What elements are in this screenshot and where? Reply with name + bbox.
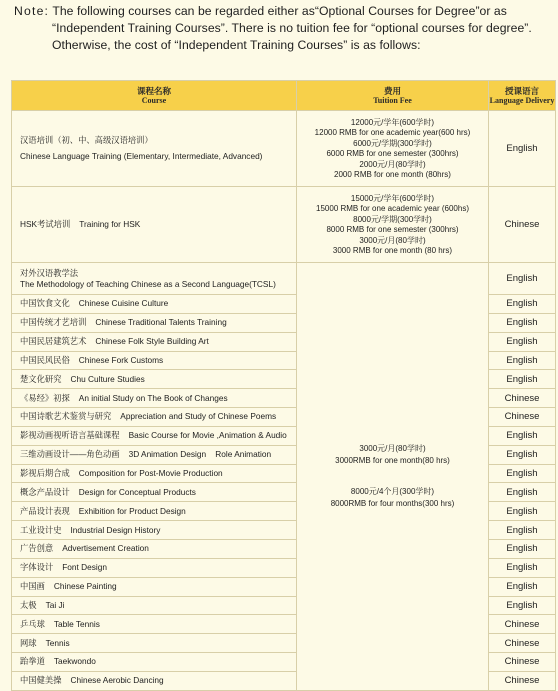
course-chinese-training (12, 111, 297, 187)
language-cell: English (489, 577, 556, 596)
course-en: Table Tennis (53, 618, 100, 629)
fee-hsk (297, 187, 489, 263)
course-en: Industrial Design History (70, 524, 161, 535)
course-en: Taekwondo (53, 656, 96, 667)
language-cell: English (489, 111, 556, 187)
language-cell: English (489, 351, 556, 370)
note-line-2: “Independent Training Courses”. There is no tuition fee for “optional courses for degree”. (52, 21, 532, 35)
course-cell (12, 577, 297, 596)
course-zh: 概念产品设计 (20, 486, 70, 497)
course-en: Advertisement Creation (62, 543, 149, 554)
course-zh: 影视后期合成 (20, 468, 70, 479)
course-hsk (12, 187, 297, 263)
language-cell: English (489, 295, 556, 314)
course-cell (12, 671, 297, 690)
language-cell: English (489, 521, 556, 540)
header-language-en: Language Delivery (489, 95, 555, 105)
header-course-zh: 课程名称 (136, 85, 171, 96)
note-line-1-text: The following courses can be regarded either as“Optional Courses for Degree”or as (52, 4, 507, 18)
note-line-3: Otherwise, the cost of “Independent Training Courses” is as follows: (52, 38, 421, 52)
course-zh: 中国民风民俗 (20, 354, 70, 365)
course-zh: 楚文化研究 (20, 373, 62, 384)
language-cell: English (489, 483, 556, 502)
fee-line: 3000 RMB for one month (80 hrs) (332, 245, 453, 255)
tuition-fee-table (11, 80, 556, 691)
course-zh: 汉语培训（初、中、高级汉语培训） (20, 135, 153, 145)
fee-line: 15000元/学年(600学时) (350, 194, 435, 203)
fee-line: 8000元/4个月(300学时) (350, 487, 435, 497)
course-cell (12, 653, 297, 672)
language-cell: Chinese (489, 389, 556, 408)
fee-line: 12000元/学年(600学时) (350, 118, 435, 127)
language-cell: English (489, 558, 556, 577)
language-cell: English (489, 426, 556, 445)
note-paragraph (14, 3, 554, 54)
header-fee-en: Tuition Fee (373, 95, 412, 105)
fee-line: 8000元/学期(300学时) (353, 215, 432, 224)
fee-group (297, 236, 488, 255)
course-zh: 中国传统才艺培训 (20, 317, 87, 328)
course-en: Composition for Post-Movie Production (78, 468, 223, 479)
course-cell (12, 332, 297, 351)
course-en: Appreciation and Study of Chinese Poems (120, 411, 277, 422)
course-zh: 字体设计 (20, 562, 54, 573)
fee-group (297, 139, 488, 158)
fee-line: 2000 RMB for one month (80hrs) (334, 169, 451, 179)
language-cell: Chinese (489, 653, 556, 672)
course-zh: 中国画 (20, 581, 45, 592)
course-en: Chinese Aerobic Dancing (70, 675, 164, 686)
fee-line: 15000 RMB for one academic year (600hs) (316, 203, 469, 213)
fee-line: 3000元/月(80学时) (359, 444, 426, 454)
course-en: Basic Course for Movie ,Animation & Audio (128, 430, 287, 441)
header-course (12, 81, 297, 111)
language-cell: English (489, 464, 556, 483)
fee-line: 8000RMB for four months(300 hrs) (330, 498, 455, 508)
course-cell (12, 483, 297, 502)
course-en: Chinese Traditional Talents Training (95, 317, 227, 328)
course-zh: 产品设计表现 (20, 505, 70, 516)
language-cell: English (489, 539, 556, 558)
language-cell: Chinese (489, 671, 556, 690)
course-en: Tennis (45, 637, 70, 648)
table-row (12, 111, 556, 187)
course-cell (12, 389, 297, 408)
language-cell: Chinese (489, 187, 556, 263)
course-cell (12, 502, 297, 521)
course-cell (12, 615, 297, 634)
table-row (12, 263, 556, 295)
header-fee-zh: 费用 (383, 85, 401, 96)
course-en: Training for HSK (79, 219, 141, 229)
course-en: Design for Conceptual Products (78, 486, 196, 497)
fee-line: 8000 RMB for one semester (300hrs) (326, 224, 459, 234)
header-fee (297, 81, 489, 111)
language-cell: Chinese (489, 634, 556, 653)
course-cell (12, 313, 297, 332)
course-cell (12, 634, 297, 653)
course-en: The Methodology of Teaching Chinese as a Second Language(TCSL) (20, 278, 276, 289)
course-cell (12, 596, 297, 615)
language-cell: English (489, 263, 556, 295)
course-cell (12, 558, 297, 577)
course-en: An initial Study on The Book of Changes (78, 392, 228, 403)
course-zh: 工业设计史 (20, 524, 62, 535)
fee-line: 6000元/学期(300学时) (353, 139, 432, 148)
language-cell: English (489, 502, 556, 521)
course-cell (12, 408, 297, 427)
course-en: Chinese Fork Customs (78, 354, 164, 365)
course-en: Tai Ji (45, 599, 65, 610)
note-line-1 (14, 3, 554, 20)
fee-group (297, 118, 488, 137)
table-row (12, 187, 556, 263)
course-zh: 中国民居建筑艺术 (20, 336, 87, 347)
course-zh: HSK考试培训 (20, 219, 71, 229)
course-cell (12, 370, 297, 389)
course-zh: 《易经》初探 (20, 392, 70, 403)
course-zh: 广告创意 (20, 543, 54, 554)
course-zh: 对外汉语教学法 (20, 267, 79, 278)
course-en: Chinese Language Training (Elementary, Intermediate, Advanced) (20, 151, 263, 161)
header-language (489, 81, 556, 111)
course-en: Chinese Painting (53, 581, 117, 592)
course-zh: 中国健美操 (20, 675, 62, 686)
course-en: Exhibition for Product Design (78, 505, 186, 516)
course-zh: 中国诗歌艺术鉴赏与研究 (20, 411, 112, 422)
course-en: Chinese Cuisine Culture (78, 298, 169, 309)
course-zh: 三维动画设计——角色动画 (20, 449, 120, 460)
language-cell: English (489, 370, 556, 389)
language-cell: English (489, 445, 556, 464)
course-cell (12, 521, 297, 540)
language-cell: English (489, 313, 556, 332)
course-en: Chinese Folk Style Building Art (95, 336, 209, 347)
language-cell: Chinese (489, 615, 556, 634)
course-zh: 乒乓球 (20, 618, 45, 629)
fee-chinese-training (297, 111, 489, 187)
note-label: Note: (14, 4, 50, 18)
fee-line: 2000元/月(80学时) (359, 160, 426, 169)
course-tcsl (12, 263, 297, 295)
course-zh: 太极 (20, 599, 37, 610)
course-zh: 中国饮食文化 (20, 298, 70, 309)
course-cell (12, 426, 297, 445)
fee-line: 3000元/月(80学时) (359, 236, 426, 245)
header-course-en: Course (141, 95, 167, 105)
course-cell (12, 351, 297, 370)
fee-group (297, 194, 488, 213)
language-cell: Chinese (489, 408, 556, 427)
fee-line: 3000RMB for one month(80 hrs) (335, 455, 450, 465)
header-language-zh: 授课语言 (504, 85, 539, 96)
fee-spacer (297, 471, 488, 477)
course-en: 3D Animation Design Role Animation (128, 449, 272, 460)
course-en: Chu Culture Studies (70, 373, 145, 384)
fee-line: 12000 RMB for one academic year(600 hrs) (314, 127, 471, 137)
fee-group (297, 215, 488, 234)
language-cell: English (489, 332, 556, 351)
fee-group (297, 160, 488, 179)
course-cell (12, 464, 297, 483)
fee-shared (297, 263, 489, 691)
course-zh: 跆拳道 (20, 656, 45, 667)
course-cell (12, 539, 297, 558)
course-en: Font Design (62, 562, 107, 573)
fee-line: 6000 RMB for one semester (300hrs) (326, 148, 459, 158)
course-cell (12, 445, 297, 464)
language-cell: English (489, 596, 556, 615)
course-zh: 网球 (20, 637, 37, 648)
course-zh: 影视动画视听语言基础课程 (20, 430, 120, 441)
course-cell (12, 295, 297, 314)
